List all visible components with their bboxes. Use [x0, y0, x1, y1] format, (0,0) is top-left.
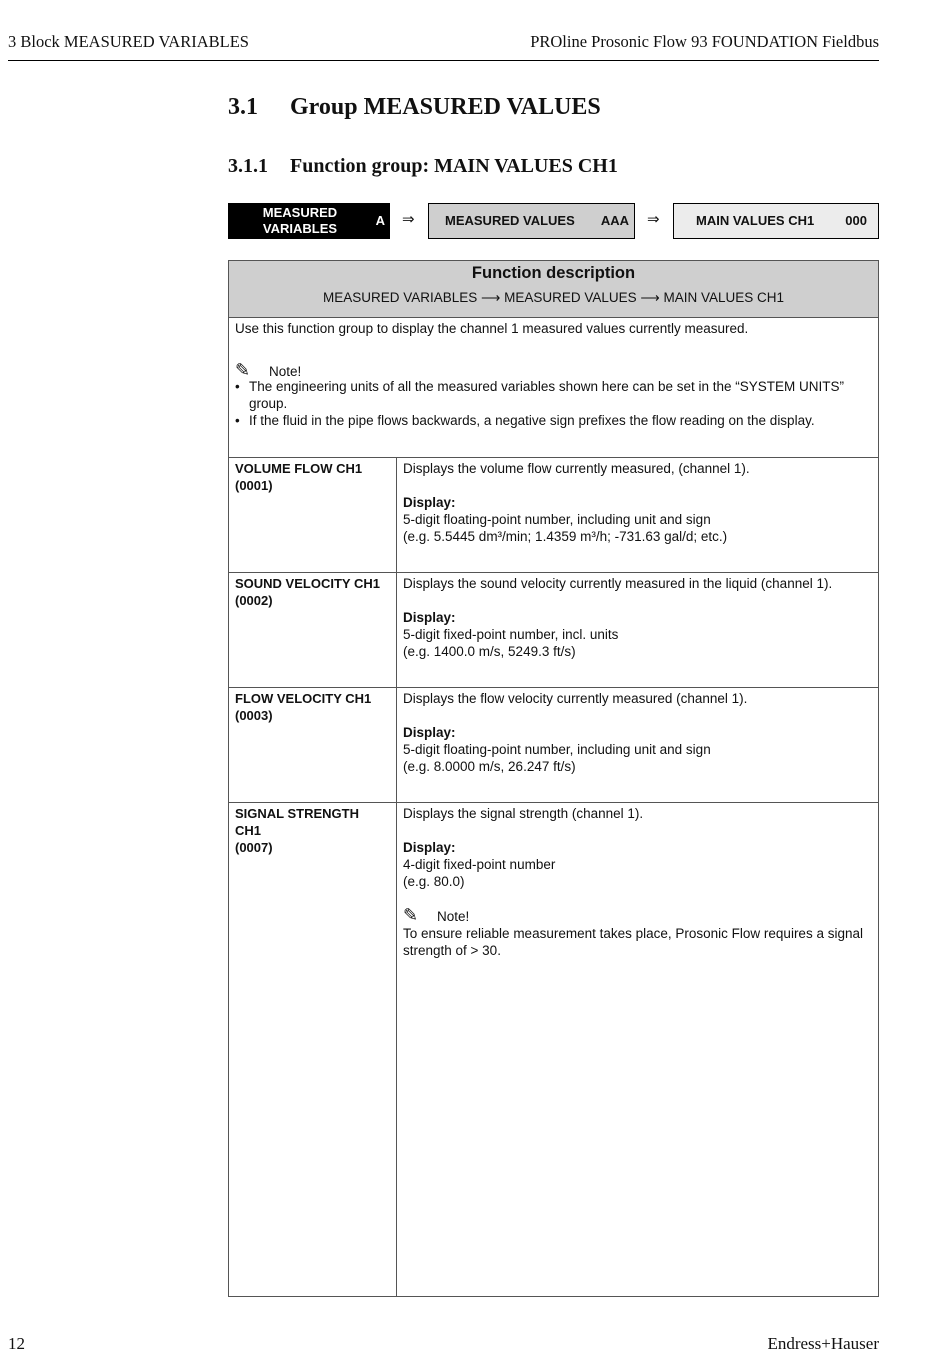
- function-desc-signal-strength: [403, 805, 873, 959]
- list-item: • If the fluid in the pipe flows backwards, a negative sign prefixes the flow reading on the display.: [235, 412, 871, 429]
- function-description-table: [228, 260, 879, 1297]
- subsection-number: 3.1.1: [228, 155, 268, 177]
- intro-text: Use this function group to display the channel 1 measured values currently measured.: [235, 321, 749, 336]
- nav-group-label: MEASURED VALUES: [445, 213, 575, 228]
- row-divider: [229, 687, 878, 688]
- display-example: (e.g. 5.5445 dm³/min; 1.4359 m³/h; -731.63 gal/d; etc.): [403, 529, 728, 544]
- function-code: (0007): [235, 840, 273, 855]
- column-divider: [396, 457, 397, 1296]
- function-code: (0003): [235, 708, 273, 723]
- nav-arrow-icon: ⇒: [647, 210, 660, 228]
- page-header: [8, 30, 879, 61]
- function-name-flow-velocity: [235, 690, 393, 724]
- nav-group-code: AAA: [600, 213, 629, 228]
- page-number: 12: [8, 1334, 25, 1353]
- nav-block-label-line2: VARIABLES: [262, 221, 338, 236]
- header-chapter: 3 Block MEASURED VARIABLES: [8, 32, 249, 51]
- header-product: PROline Prosonic Flow 93 FOUNDATION Fieldbus: [530, 32, 879, 51]
- function-description-text: Displays the flow velocity currently measured (channel 1).: [403, 691, 748, 706]
- display-example: (e.g. 80.0): [403, 874, 465, 889]
- function-name-label: SOUND VELOCITY CH1: [235, 576, 380, 591]
- note-label: Note!: [437, 909, 470, 924]
- brand-logo: Endress+Hauser: [767, 1334, 879, 1353]
- nav-function-group-label: MAIN VALUES CH1: [696, 213, 815, 228]
- display-format: 5-digit floating-point number, including unit and sign: [403, 742, 711, 757]
- function-description-text: Displays the signal strength (channel 1).: [403, 806, 644, 821]
- display-label: Display:: [403, 840, 456, 855]
- function-description-header: [229, 261, 878, 318]
- pencil-icon: ✎: [235, 360, 251, 381]
- display-label: Display:: [403, 495, 456, 510]
- list-item: • The engineering units of all the measured variables shown here can be set in the “SYSTEM UNITS” group.: [235, 378, 871, 412]
- nav-block-label-line1: MEASURED: [262, 205, 338, 220]
- note-bullet-list: [235, 378, 871, 429]
- function-desc-sound-velocity: [403, 575, 873, 660]
- section-number: 3.1: [228, 94, 258, 120]
- display-format: 5-digit fixed-point number, incl. units: [403, 627, 619, 642]
- display-label: Display:: [403, 610, 456, 625]
- display-format: 4-digit fixed-point number: [403, 857, 556, 872]
- function-desc-flow-velocity: [403, 690, 873, 775]
- function-name-label: SIGNAL STRENGTH: [235, 806, 359, 821]
- nav-arrow-icon: ⇒: [402, 210, 415, 228]
- nav-block-box: [228, 203, 390, 239]
- display-format: 5-digit floating-point number, including unit and sign: [403, 512, 711, 527]
- display-example: (e.g. 8.0000 m/s, 26.247 ft/s): [403, 759, 576, 774]
- function-desc-volume-flow: [403, 460, 873, 545]
- function-description-text: Displays the sound velocity currently measured in the liquid (channel 1).: [403, 576, 833, 591]
- note-label: Note!: [269, 364, 302, 379]
- nav-block-label: [229, 205, 371, 237]
- pencil-icon: ✎: [403, 905, 419, 926]
- function-name-volume-flow: [235, 460, 393, 494]
- subsection-title: Function group: MAIN VALUES CH1: [290, 155, 618, 177]
- function-name-label: CH1: [235, 823, 262, 838]
- function-description-path: MEASURED VARIABLES ⟶ MEASURED VALUES ⟶ MAIN VALUES CH1: [322, 290, 785, 305]
- nav-block-code: A: [375, 213, 385, 228]
- function-name-label: FLOW VELOCITY CH1: [235, 691, 372, 706]
- function-name-sound-velocity: [235, 575, 393, 609]
- nav-group-box: [428, 203, 635, 239]
- display-label: Display:: [403, 725, 456, 740]
- section-title: Group MEASURED VALUES: [290, 94, 601, 120]
- row-divider: [229, 802, 878, 803]
- function-description-text: Displays the volume flow currently measured, (channel 1).: [403, 461, 750, 476]
- function-code: (0001): [235, 478, 273, 493]
- display-example: (e.g. 1400.0 m/s, 5249.3 ft/s): [403, 644, 576, 659]
- row-divider: [229, 572, 878, 573]
- note-heading: [403, 907, 873, 925]
- function-description-title: Function description: [471, 264, 636, 282]
- nav-function-group-box: [673, 203, 879, 239]
- section-heading: [228, 94, 601, 121]
- function-code: (0002): [235, 593, 273, 608]
- note-text: To ensure reliable measurement takes place, Prosonic Flow requires a signal strength of > 30.: [403, 926, 863, 958]
- nav-function-group-code: 000: [845, 213, 867, 228]
- function-name-label: VOLUME FLOW CH1: [235, 461, 363, 476]
- function-name-signal-strength: [235, 805, 393, 856]
- subsection-heading: [228, 155, 618, 178]
- row-divider: [229, 457, 878, 458]
